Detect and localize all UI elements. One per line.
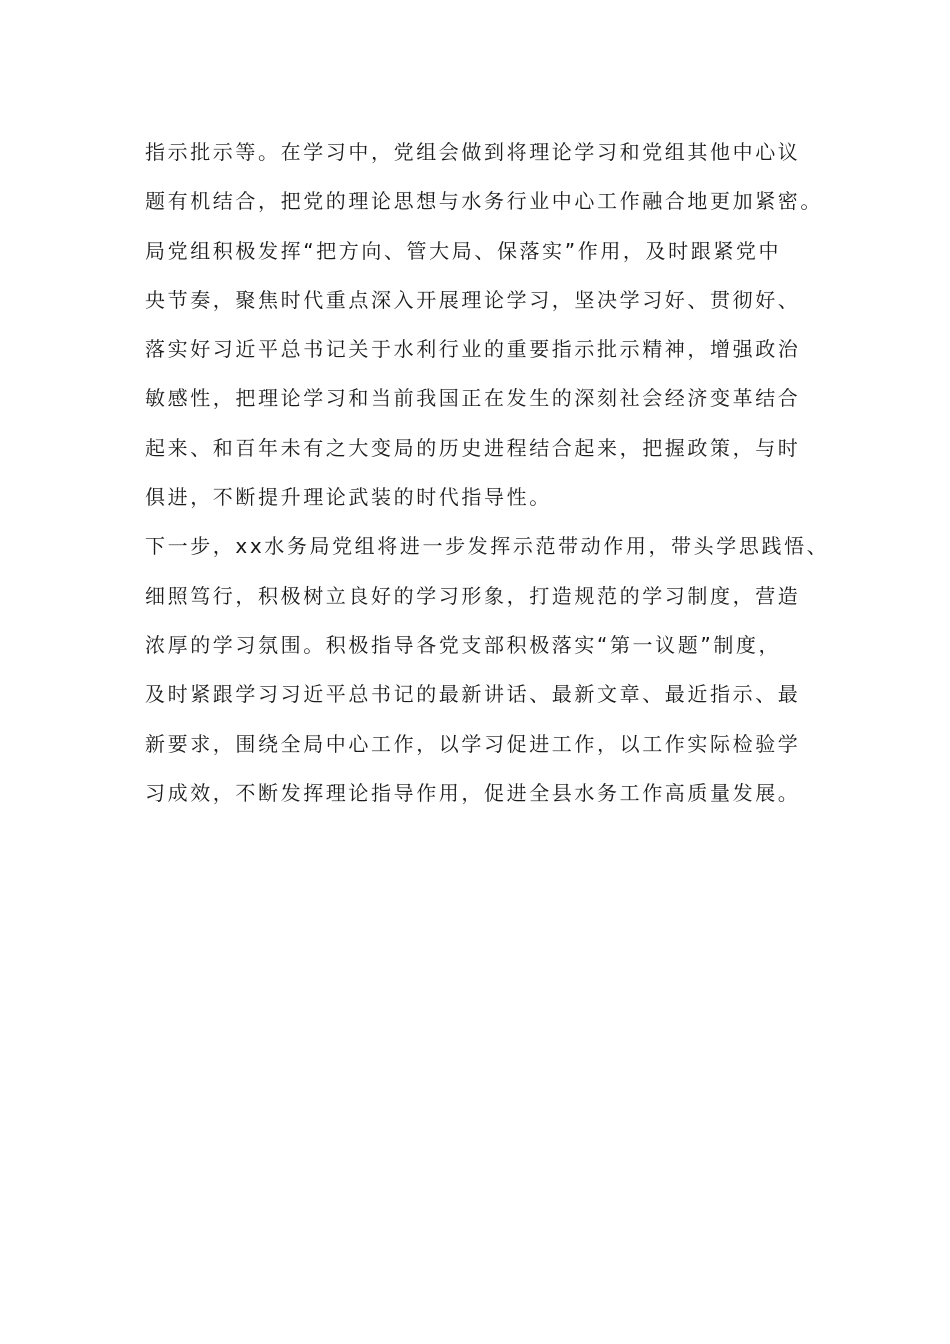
paragraph-1-line-8: 俱进，不断提升理论武装的时代指导性。 <box>145 485 552 510</box>
paragraph-2-line-2: 细照笃行，积极树立良好的学习形象，打造规范的学习制度，营造 <box>145 583 801 608</box>
paragraph-1 <box>145 128 845 522</box>
paragraph-2-line-4: 及时紧跟学习习近平总书记的最新讲话、最新文章、最近指示、最 <box>145 682 801 707</box>
document-body <box>145 128 845 818</box>
paragraph-2-line-5: 新要求，围绕全局中心工作，以学习促进工作，以工作实际检验学 <box>145 731 801 756</box>
paragraph-2-line-6: 习成效，不断发挥理论指导作用，促进全县水务工作高质量发展。 <box>145 780 801 805</box>
paragraph-1-line-7: 起来、和百年未有之大变局的历史进程结合起来，把握政策，与时 <box>145 435 801 460</box>
paragraph-2 <box>145 522 845 818</box>
paragraph-1-line-6: 敏感性，把理论学习和当前我国正在发生的深刻社会经济变革结合 <box>145 386 801 411</box>
paragraph-1-line-2: 题有机结合，把党的理论思想与水务行业中心工作融合地更加紧密。 <box>145 189 823 214</box>
paragraph-1-line-4: 央节奏，聚焦时代重点深入开展理论学习，坚决学习好、贯彻好、 <box>145 287 801 312</box>
paragraph-2-line-1: 下一步，xx水务局党组将进一步发挥示范带动作用，带头学思践悟、 <box>145 534 830 559</box>
paragraph-1-line-3: 局党组积极发挥“把方向、管大局、保落实”作用，及时跟紧党中 <box>145 238 782 263</box>
paragraph-2-line-3: 浓厚的学习氛围。积极指导各党支部积极落实“第一议题”制度， <box>145 632 782 657</box>
paragraph-1-line-5: 落实好习近平总书记关于水利行业的重要指示批示精神，增强政治 <box>145 337 801 362</box>
paragraph-1-line-1: 指示批示等。在学习中，党组会做到将理论学习和党组其他中心议 <box>145 140 801 164</box>
